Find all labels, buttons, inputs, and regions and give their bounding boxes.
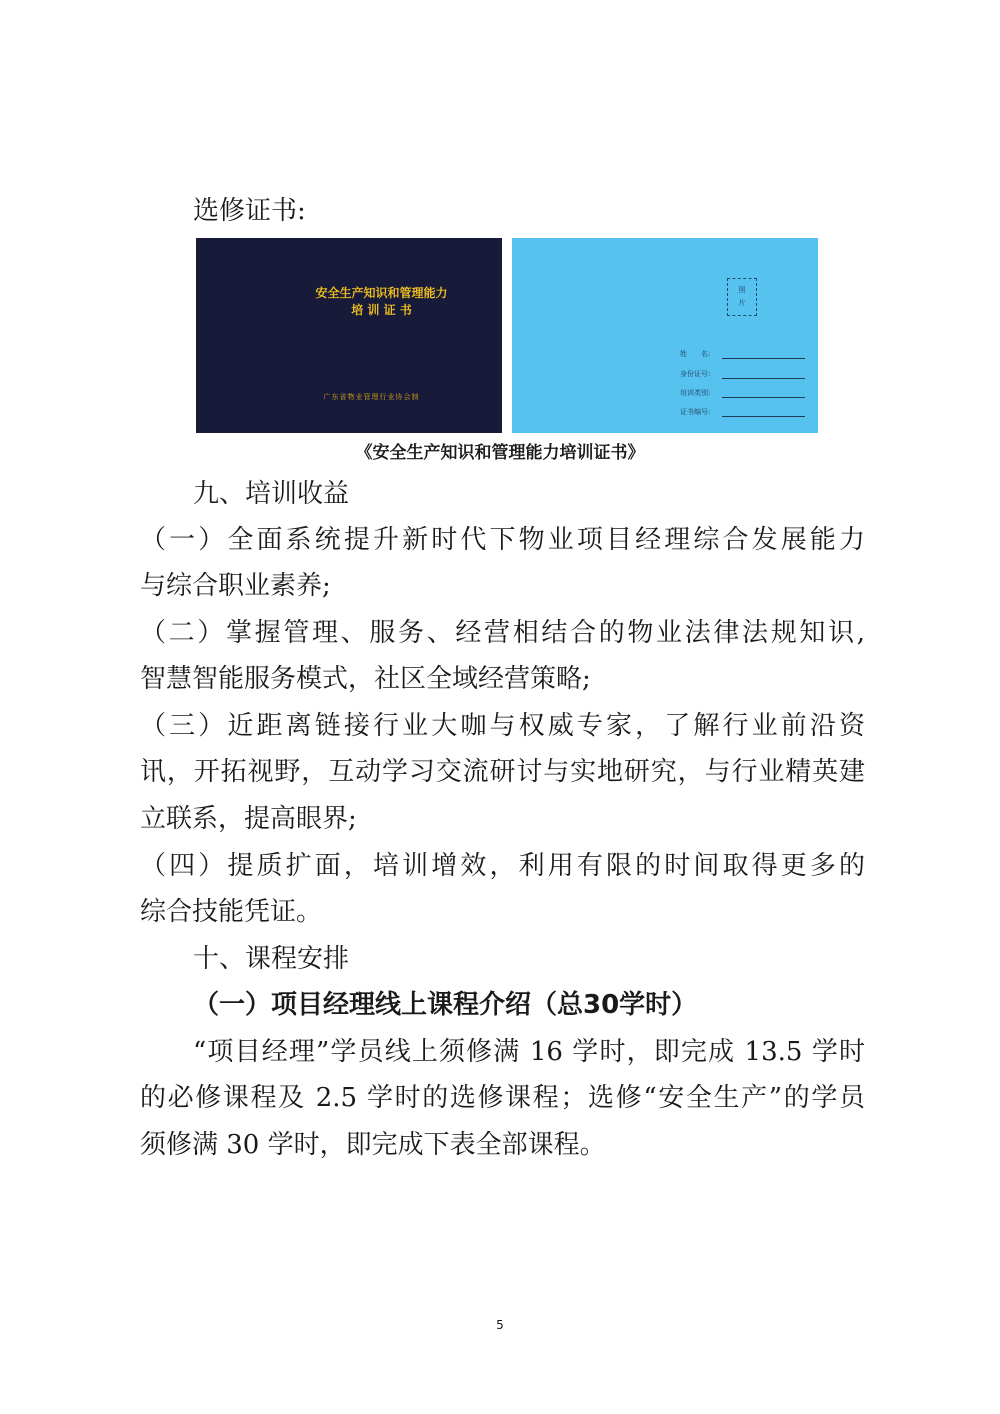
field-name-label: 姓 名: [680,350,711,358]
figure-caption: 《安全生产知识和管理能力培训证书》 [355,443,645,463]
section9-p1-line1: （一）全面系统提升新时代下物业项目经理综合发展能力 [140,525,865,555]
field-id-label: 身份证号: [680,370,711,378]
section9-heading: 九、培训收益 [193,479,350,509]
section9-p2-line2: 智慧智能服务模式，社区全域经营策略; [140,664,591,694]
certificate-publisher: 广东省物业管理行业协会制 [323,393,420,401]
section9-p1-line2: 与综合职业素养; [140,571,331,601]
page-number: 5 [496,1318,504,1332]
photo-label-1: 照 [738,286,746,294]
section9-p3-line2: 讯，开拓视野，互动学习交流研讨与实地研究，与行业精英建 [140,757,865,787]
section9-p3-line1: （三）近距离链接行业大咖与权威专家，了解行业前沿资 [140,711,865,741]
certificate-front-subtitle: 培 训 证 书 [351,303,412,317]
photo-placeholder [727,278,757,316]
field-name [680,349,805,361]
certificate-front-title: 安全生产知识和管理能力 [315,286,448,300]
certificate-front-cover [196,238,502,433]
field-category-label: 培训类别: [680,389,711,397]
section9-p4-line1: （四）提质扩面，培训增效，利用有限的时间取得更多的 [140,851,865,881]
section10-heading: 十、课程安排 [193,944,350,974]
section10-subheading: （一）项目经理线上课程介绍（总30学时） [193,990,698,1020]
field-certificate-number [680,407,805,419]
section9-p2-line1: （二）掌握管理、服务、经营相结合的物业法律法规知识, [140,618,865,648]
section9-p4-line2: 综合技能凭证。 [140,897,323,927]
section10-body-line1: “项目经理”学员线上须修满 16 学时，即完成 13.5 学时 [193,1037,865,1067]
section9-p3-line3: 立联系，提高眼界; [140,804,357,834]
certificate-inner-page [512,238,818,433]
photo-label-2: 片 [738,299,746,307]
field-id-number [680,369,805,381]
field-training-category [680,388,805,400]
section10-body-line3: 须修满 30 学时，即完成下表全部课程。 [140,1130,606,1160]
section10-body-line2: 的必修课程及 2.5 学时的选修课程；选修“安全生产”的学员 [140,1083,865,1113]
elective-certificate-label: 选修证书: [193,196,306,226]
field-cert-number-label: 证书编号: [680,408,711,416]
